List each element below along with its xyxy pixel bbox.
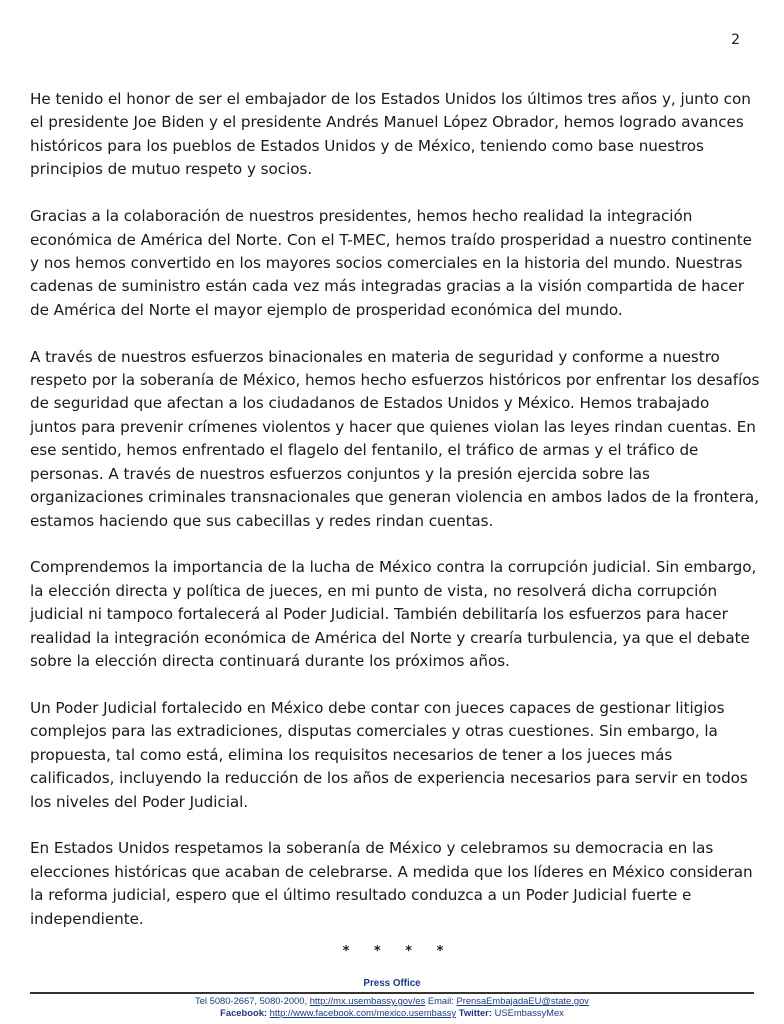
page-number: 2 xyxy=(731,32,740,48)
tel-text: Tel 5080-2667, 5080-2000, xyxy=(195,995,308,1006)
facebook-label: Facebook: xyxy=(220,1007,268,1018)
twitter-handle[interactable]: USEmbassyMex xyxy=(494,1007,564,1018)
paragraph-6: En Estados Unidos respetamos la soberanía de México y celebramos su democracia en las elecciones históricas que acaban de celebrarse. A medida que los líderes en México consideran la reforma judicial, espero que el último resultado conduzca a un Poder Judicial fuerte e independiente. xyxy=(30,839,753,928)
paragraph-5: Un Poder Judicial fortalecido en México debe contar con jueces capaces de gestionar litigios complejos para las extradiciones, disputas comerciales y otras cuestiones. Sin embargo, la propuesta, tal como está, elimina los requisitos necesarios de tener a los jueces más calificados, incluyendo la reducción de los años de experiencia necesarios para servir en todos los niveles del Poder Judicial. xyxy=(30,698,748,811)
website-link[interactable]: http://mx.usembassy.gov/es xyxy=(309,995,426,1006)
paragraph-4: Comprendemos la importancia de la lucha de México contra la corrupción judicial. Sin embargo, la elección directa y política de jueces, en mi punto de vista, no resolverá dicha corrupción judicial ni tampoco fortalecerá al Poder Judicial. También debilitaría los esfuerzos para hacer realidad la integración económica de América del Norte y crearía turbulencia, ya que el debate sobre la elección directa continuará durante los próximos años. xyxy=(30,558,757,671)
letter-body xyxy=(30,88,760,931)
email-label: Email: xyxy=(427,995,454,1006)
email-link[interactable]: PrensaEmbajadaEU@state.gov xyxy=(456,995,589,1006)
facebook-link[interactable]: http://www.facebook.com/mexico.usembassy xyxy=(269,1007,457,1018)
paragraph-3: A través de nuestros esfuerzos binacionales en materia de seguridad y conforme a nuestro respeto por la soberanía de México, hemos hecho esfuerzos históricos por enfrentar los desafíos de seguridad que afectan a los ciudadanos de Estados Unidos y México. Hemos trabajado juntos para prevenir crímenes violentos y hacer que quienes violan las leyes rindan cuentas. En ese sentido, hemos enfrentado el flagelo del fentanilo, el tráfico de armas y el tráfico de personas. A través de nuestros esfuerzos conjuntos y la presión ejercida sobre las organizaciones criminales transnacionales que generan violencia en ambos lados de la frontera, estamos haciendo que sus cabecillas y redes rindan cuentas. xyxy=(30,347,760,530)
paragraph-2: Gracias a la colaboración de nuestros presidentes, hemos hecho realidad la integración económica de América del Norte. Con el T-MEC, hemos traído prosperidad a nuestro continente y nos hemos convertido en los mayores socios comerciales en la historia del mundo. Nuestras cadenas de suministro están cada vez más integradas gracias a la visión compartida de hacer de América del Norte el mayor ejemplo de prosperidad económica del mundo. xyxy=(30,207,752,319)
paragraph-1: He tenido el honor de ser el embajador de los Estados Unidos los últimos tres años y, junto con el presidente Joe Biden y el presidente Andrés Manuel López Obrador, hemos logrado avances históricos para los pueblos de Estados Unidos y de México, teniendo como base nuestros principios de mutuo respeto y socios. xyxy=(30,90,751,179)
footer-divider xyxy=(30,992,754,994)
press-office-heading: Press Office xyxy=(363,978,421,989)
footer-contact-line xyxy=(0,995,784,1007)
footer xyxy=(0,978,784,1019)
twitter-label: Twitter: xyxy=(458,1007,492,1018)
footer-social-line xyxy=(0,1007,784,1019)
end-separator: * * * * xyxy=(342,944,454,959)
